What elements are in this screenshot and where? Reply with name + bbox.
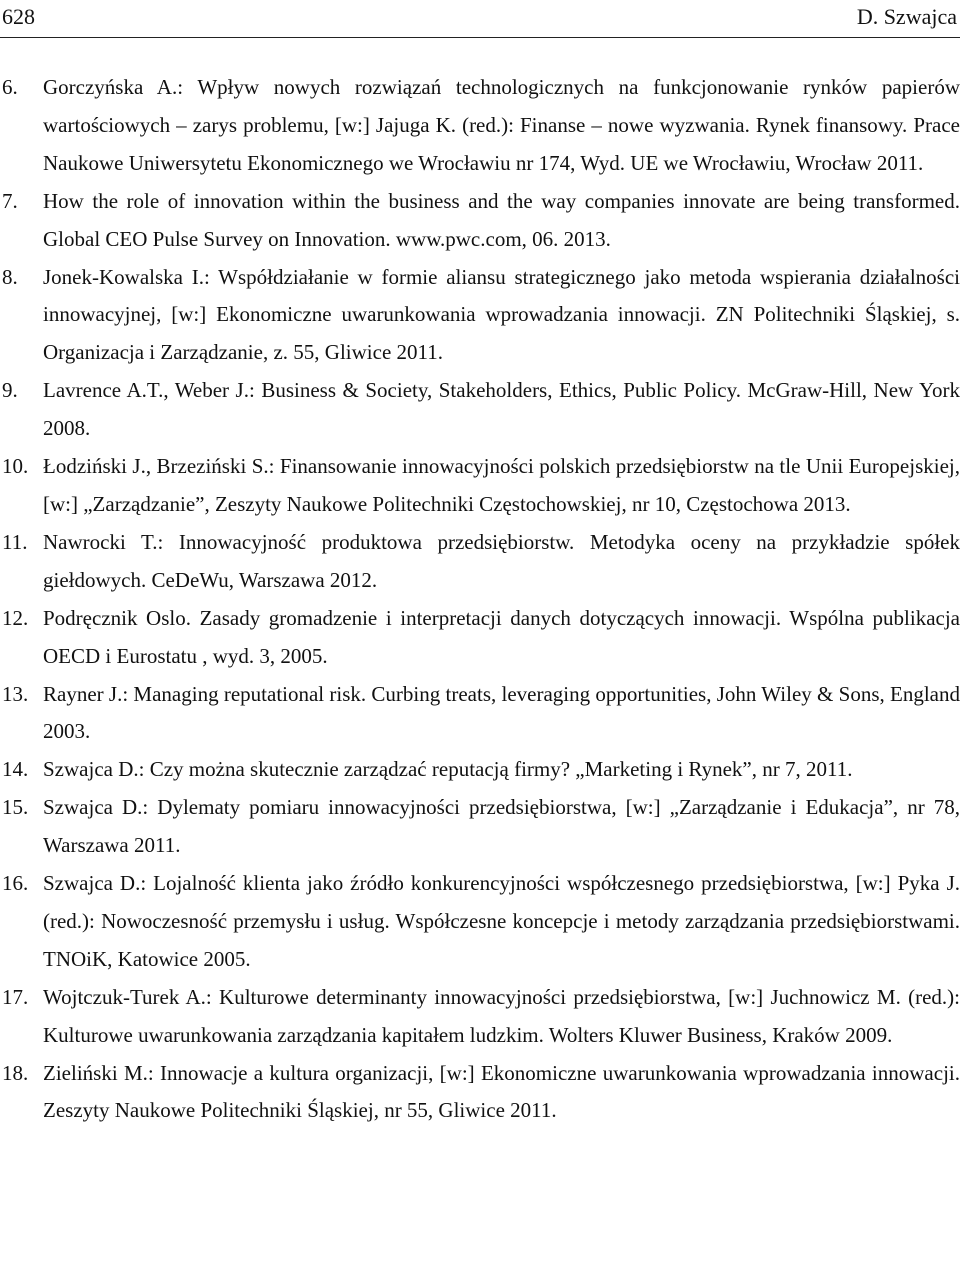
reference-item (0, 865, 960, 979)
reference-number: 9. (2, 378, 18, 403)
page-header (2, 2, 960, 32)
reference-item (0, 69, 960, 183)
reference-text: Szwajca D.: Czy można skutecznie zarządzać reputacją firmy? „Marketing i Rynek”, nr 7, 2011. (43, 757, 853, 782)
reference-list (0, 69, 960, 1130)
reference-text: Łodziński J., Brzeziński S.: Finansowanie innowacyjności polskich przedsiębiorstw na tle Unii Europejskiej, [w:] „Zarządzanie”, Zeszyty Naukowe Politechniki Częstochowskiej, nr 10, Częstochowa 2013. (43, 454, 960, 516)
reference-text: How the role of innovation within the business and the way companies innovate are being transformed. Global CEO Pulse Survey on Innovation. www.pwc.com, 06. 2013. (43, 188, 960, 251)
reference-text: Podręcznik Oslo. Zasady gromadzenie i interpretacji danych dotyczących innowacji. Wspólna publikacja OECD i Eurostatu , wyd. 3, 2005. (43, 605, 960, 668)
reference-item (0, 789, 960, 865)
reference-number: 8. (2, 264, 18, 289)
reference-text: Szwajca D.: Dylematy pomiaru innowacyjności przedsiębiorstwa, [w:] „Zarządzanie i Edukacja”, nr 78, Warszawa 2011. (43, 795, 960, 858)
reference-item (0, 524, 960, 600)
reference-number: 7. (2, 188, 18, 213)
reference-item (0, 259, 960, 373)
reference-item (0, 1055, 960, 1131)
reference-number: 11. (2, 529, 28, 554)
reference-text: Rayner J.: Managing reputational risk. Curbing treats, leveraging opportunities, John Wiley & Sons, England 2003. (43, 681, 960, 744)
reference-number: 10. (2, 454, 29, 479)
reference-text: Gorczyńska A.: Wpływ nowych rozwiązań technologicznych na funkcjonowanie rynków papierów wartościowych – zarys problemu, [w:] Jajuga K. (red.): Finanse – nowe wyzwania. Rynek finansowy. Prace Naukowe Uniwersytetu Ekonomicznego we Wrocławiu nr 174, Wyd. UE we Wrocławiu, Wrocław 2011. (43, 75, 960, 175)
reference-number: 6. (2, 75, 18, 99)
reference-item (0, 600, 960, 676)
reference-item (0, 751, 960, 789)
reference-text: Szwajca D.: Lojalność klienta jako źródło konkurencyjności współczesnego przedsiębiorstwa, [w:] Pyka J. (red.): Nowoczesność przemysłu i usług. Współczesne koncepcje i metody zarządzania przedsiębiorstwami. TNOiK, Katowice 2005. (43, 871, 960, 971)
reference-item (0, 183, 960, 259)
reference-item (0, 372, 960, 448)
reference-number: 13. (2, 681, 29, 706)
reference-text: Nawrocki T.: Innowacyjność produktowa przedsiębiorstw. Metodyka oceny na przykładzie spółek giełdowych. CeDeWu, Warszawa 2012. (43, 529, 960, 592)
reference-number: 16. (2, 871, 29, 896)
reference-item (0, 979, 960, 1055)
reference-text: Wojtczuk-Turek A.: Kulturowe determinanty innowacyjności przedsiębiorstwa, [w:] Juchnowicz M. (red.): Kulturowe uwarunkowania zarządzania kapitałem ludzkim. Wolters Kluwer Business, Kraków 2009. (43, 984, 960, 1047)
reference-number: 17. (2, 984, 29, 1009)
reference-number: 18. (2, 1060, 29, 1085)
reference-number: 15. (2, 795, 29, 820)
page-number: 628 (2, 4, 35, 29)
reference-text: Lavrence A.T., Weber J.: Business & Society, Stakeholders, Ethics, Public Policy. McGraw-Hill, New York 2008. (43, 378, 960, 441)
reference-text: Jonek-Kowalska I.: Współdziałanie w formie aliansu strategicznego jako metoda wspierania działalności innowacyjnej, [w:] Ekonomiczne uwarunkowania wprowadzania innowacji. ZN Politechniki Śląskiej, s. Organizacja i Zarządzanie, z. 55, Gliwice 2011. (43, 264, 960, 365)
reference-item (0, 448, 960, 524)
reference-number: 14. (2, 757, 29, 782)
reference-text: Zieliński M.: Innowacje a kultura organizacji, [w:] Ekonomiczne uwarunkowania wprowadzania innowacji. Zeszyty Naukowe Politechniki Śląskiej, nr 55, Gliwice 2011. (43, 1060, 960, 1123)
running-head-author: D. Szwajca (856, 4, 957, 29)
reference-number: 12. (2, 605, 29, 630)
reference-item (0, 676, 960, 752)
header-rule (0, 37, 960, 38)
